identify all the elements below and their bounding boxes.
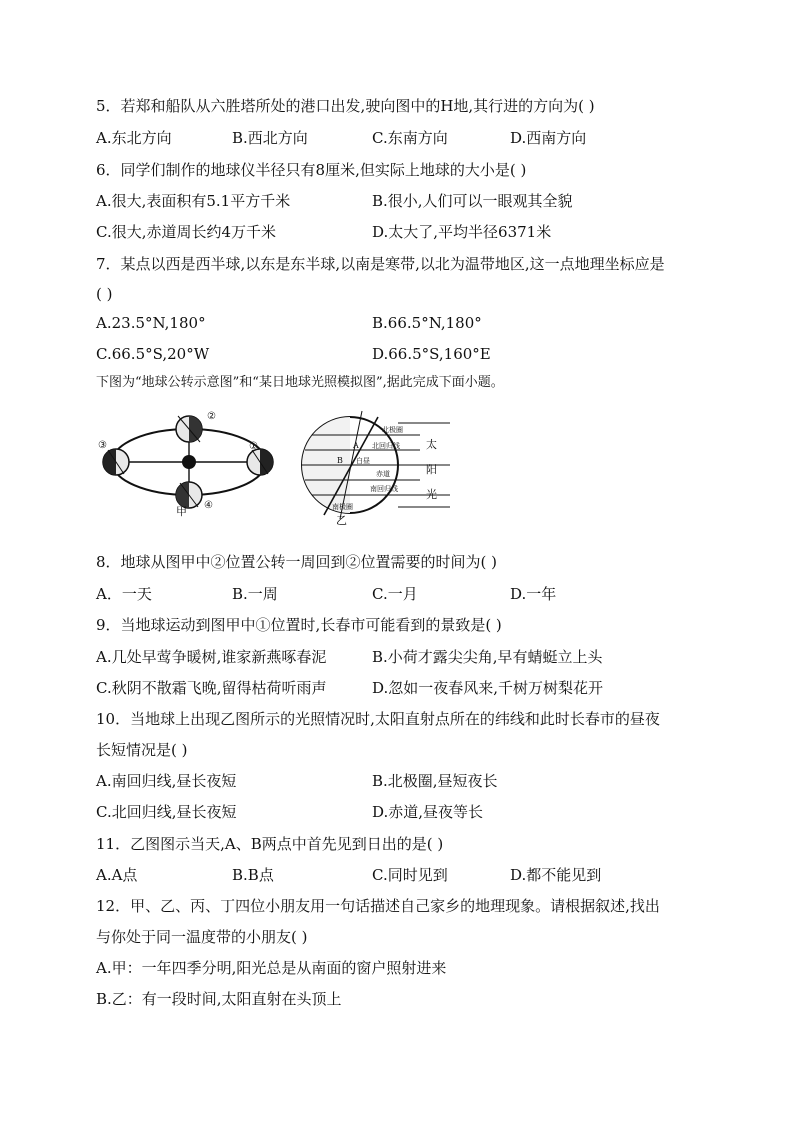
sun-label-1: 太 [426, 438, 437, 451]
q8-option-d: D.一年 [510, 585, 557, 603]
figure-jia-label: 甲 [176, 505, 187, 517]
q10-option-b: B.北极圈,昼短夜长 [372, 772, 498, 790]
q5-option-d: D.西南方向 [510, 129, 587, 147]
figure-yi-label: 乙 [336, 514, 347, 525]
label-antarctic-circle: 南极圈 [332, 503, 353, 511]
label-tropic-capricorn: 南回归线 [370, 485, 398, 493]
q7-option-b: B.66.5°N,180° [372, 314, 482, 332]
earth-position-1 [247, 449, 273, 475]
q7-stem-line2: ( ) [96, 285, 113, 303]
q6-stem: 6．同学们制作的地球仪半径只有8厘米,但实际上地球的大小是( ) [96, 161, 527, 179]
q12-option-b: B.乙：有一段时间,太阳直射在头顶上 [96, 990, 342, 1008]
q10-option-a: A.南回归线,昼长夜短 [96, 772, 237, 790]
label-point-a: A [353, 441, 359, 450]
q9-option-c: C.秋阴不散霜飞晚,留得枯荷听雨声 [96, 679, 327, 697]
label-position-4: ④ [204, 500, 213, 511]
figure-intro: 下图为“地球公转示意图”和“某日地球光照模拟图”,据此完成下面小题。 [96, 375, 504, 390]
q5-option-a: A.东北方向 [96, 129, 172, 147]
q8-option-c: C.一月 [372, 585, 418, 603]
q9-option-a: A.几处早莺争暖树,谁家新燕啄春泥 [96, 648, 327, 666]
q11-option-a: A.A点 [96, 866, 138, 884]
label-position-1: ① [249, 441, 258, 452]
q10-option-c: C.北回归线,昼长夜短 [96, 803, 237, 821]
q11-option-c: C.同时见到 [372, 866, 448, 884]
q10-stem-line1: 10．当地球上出现乙图所示的光照情况时,太阳直射点所在的纬线和此时长春市的昼夜 [96, 710, 660, 728]
q11-stem: 11．乙图图示当天,A、B两点中首先见到日出的是( ) [96, 835, 444, 853]
q12-option-a: A.甲：一年四季分明,阳光总是从南面的窗户照射进来 [96, 959, 447, 977]
q6-option-d: D.太大了,平均半径6371米 [372, 223, 552, 241]
label-equator: 赤道 [376, 470, 390, 478]
earth-position-2 [176, 416, 202, 442]
q7-option-a: A.23.5°N,180° [96, 314, 206, 332]
q9-option-b: B.小荷才露尖尖角,早有蜻蜓立上头 [372, 648, 603, 666]
label-position-3: ③ [98, 440, 107, 451]
q7-stem-line1: 7．某点以西是西半球,以东是东半球,以南是寒带,以北为温带地区,这一点地理坐标应是 [96, 255, 665, 273]
q11-option-b: B.B点 [232, 866, 274, 884]
sun-label-2: 阳 [426, 463, 437, 476]
q6-option-b: B.很小,人们可以一眼观其全貌 [372, 192, 573, 210]
sun-label-3: 光 [426, 488, 437, 501]
q11-option-d: D.都不能见到 [510, 866, 602, 884]
q6-option-a: A.很大,表面积有5.1平方千米 [96, 192, 291, 210]
sun-icon [182, 455, 196, 469]
q5-stem: 5．若郑和船队从六胜塔所处的港口出发,驶向图中的H地,其行进的方向为( ) [96, 97, 595, 115]
q10-option-d: D.赤道,昼夜等长 [372, 803, 484, 821]
q6-option-c: C.很大,赤道周长约4万千米 [96, 223, 277, 241]
q9-option-d: D.忽如一夜春风来,千树万树梨花开 [372, 679, 604, 697]
q9-stem: 9．当地球运动到图甲中①位置时,长春市可能看到的景致是( ) [96, 616, 502, 634]
q8-stem: 8．地球从图甲中②位置公转一周回到②位置需要的时间为( ) [96, 553, 498, 571]
q8-option-a: A．一天 [96, 585, 152, 603]
label-daytime: 白昼 [356, 457, 370, 465]
orbit-diagram [94, 405, 294, 517]
q5-option-c: C.东南方向 [372, 129, 448, 147]
q7-option-c: C.66.5°S,20°W [96, 345, 210, 363]
label-arctic-circle: 北极圈 [382, 426, 403, 434]
q12-stem-line1: 12．甲、乙、丙、丁四位小朋友用一句话描述自己家乡的地理现象。请根据叙述,找出 [96, 897, 660, 915]
q7-option-d: D.66.5°S,160°E [372, 345, 491, 363]
label-position-2: ② [207, 411, 216, 422]
q10-stem-line2: 长短情况是( ) [96, 741, 188, 759]
q12-stem-line2: 与你处于同一温度带的小朋友( ) [96, 928, 308, 946]
label-tropic-cancer: 北回归线 [372, 442, 400, 450]
q8-option-b: B.一周 [232, 585, 278, 603]
q5-option-b: B.西北方向 [232, 129, 308, 147]
illumination-diagram [300, 405, 460, 525]
label-point-b: B [337, 456, 343, 465]
earth-position-3 [103, 449, 129, 475]
